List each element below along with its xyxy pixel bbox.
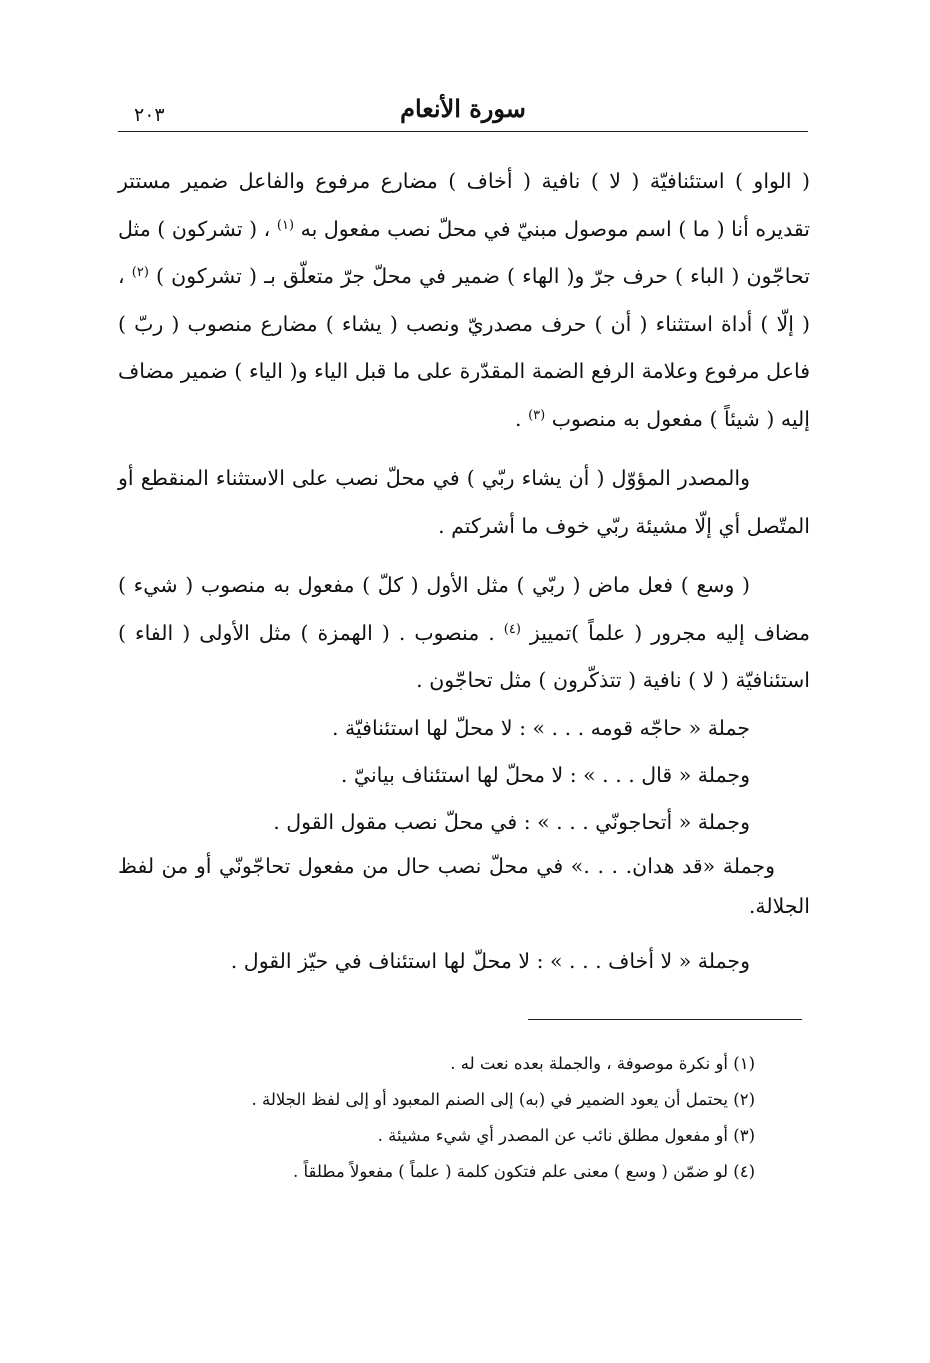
text-segment: ، ( تشركون ) مثل تحاجّون ( الباء ) حرف جرّ و( الهاء ) ضمير في محلّ جرّ متعلّق بـ ( تشركون )	[118, 216, 810, 288]
header-rule	[118, 131, 808, 132]
paragraph-grammar-1	[118, 158, 810, 443]
text-segment: . منصوب . ( الهمزة ) مثل الأولى ( الفاء ) استئنافيّة ( لا ) نافية ( تتذكّرون ) مثل تحاجّون .	[118, 620, 810, 692]
page-number: ٢٠٣	[128, 104, 171, 126]
footnote-ref-1: (١)	[276, 217, 295, 233]
text-segment: ( وسع ) فعل ماض ( ربّي ) مثل الأول ( كلّ ) مفعول به منصوب ( شيء ) مضاف إليه مجرور ( علماً )تمييز	[118, 573, 810, 645]
sentence-analysis-5: وجملة « لا أخاف . . . » : لا محلّ لها استئناف في حيّز القول .	[230, 948, 750, 973]
text-segment: ( الواو ) استئنافيّة ( لا ) نافية ( أخاف ) مضارع مرفوع والفاعل ضمير مستتر تقديره أنا ( ما ) اسم موصول مبنيّ في محلّ نصب مفعول به	[118, 169, 810, 241]
sentence-analysis-1: جملة « حاجّه قومه . . . » : لا محلّ لها استئنافيّة .	[331, 715, 750, 740]
main-text	[118, 158, 810, 985]
footnote-3: (٣) أو مفعول مطلق نائب عن المصدر أي شيء مشيئة .	[377, 1126, 755, 1145]
sentence-analysis-2: وجملة « قال . . . » : لا محلّ لها استئناف بيانيّ .	[340, 762, 750, 787]
sentence-analysis-4: وجملة «قد هدان. . . .» في محلّ نصب حال من مفعول تحاجّونّي أو من لفظ الجلالة.	[118, 853, 810, 918]
paragraph-grammar-3	[118, 562, 810, 705]
footnote-divider	[528, 1019, 802, 1020]
sentence-analysis-3: وجملة « أتحاجونّي . . . » : في محلّ نصب مقول القول .	[273, 809, 750, 834]
footnote-4: (٤) لو ضمّن ( وسع ) معنى علم فتكون كلمة ( علماً ) مفعولاً مطلقاً .	[293, 1162, 755, 1181]
footnote-1: (١) أو نكرة موصوفة ، والجملة بعده نعت له .	[450, 1054, 755, 1073]
surah-title: سورة الأنعام	[400, 94, 526, 123]
text-segment: ، ( إلّا ) أداة استثناء ( أن ) حرف مصدريّ ونصب ( يشاء ) مضارع منصوب ( ربّ ) فاعل مرفوع وعلامة الرفع الضمة المقدّرة على ما قبل الياء و( الياء ) ضمير مضاف إليه ( شيئاً ) مفعول به منصوب	[118, 264, 810, 431]
footnote-2: (٢) يحتمل أن يعود الضمير في (به) إلى الصنم المعبود أو إلى لفظ الجلالة .	[251, 1090, 755, 1109]
footnote-ref-3: (٣)	[528, 407, 546, 423]
paragraph-grammar-2: والمصدر المؤوّل ( أن يشاء ربّي ) في محلّ نصب على الاستثناء المنقطع أو المتّصل أي إلّا مشيئة ربّي خوف ما أشركتم .	[118, 466, 810, 538]
text-segment: .	[515, 406, 522, 431]
footnote-ref-2: (٢)	[131, 265, 149, 280]
footnote-ref-4: (٤)	[503, 621, 521, 637]
page-header	[118, 92, 808, 132]
footnotes	[180, 1046, 755, 1190]
